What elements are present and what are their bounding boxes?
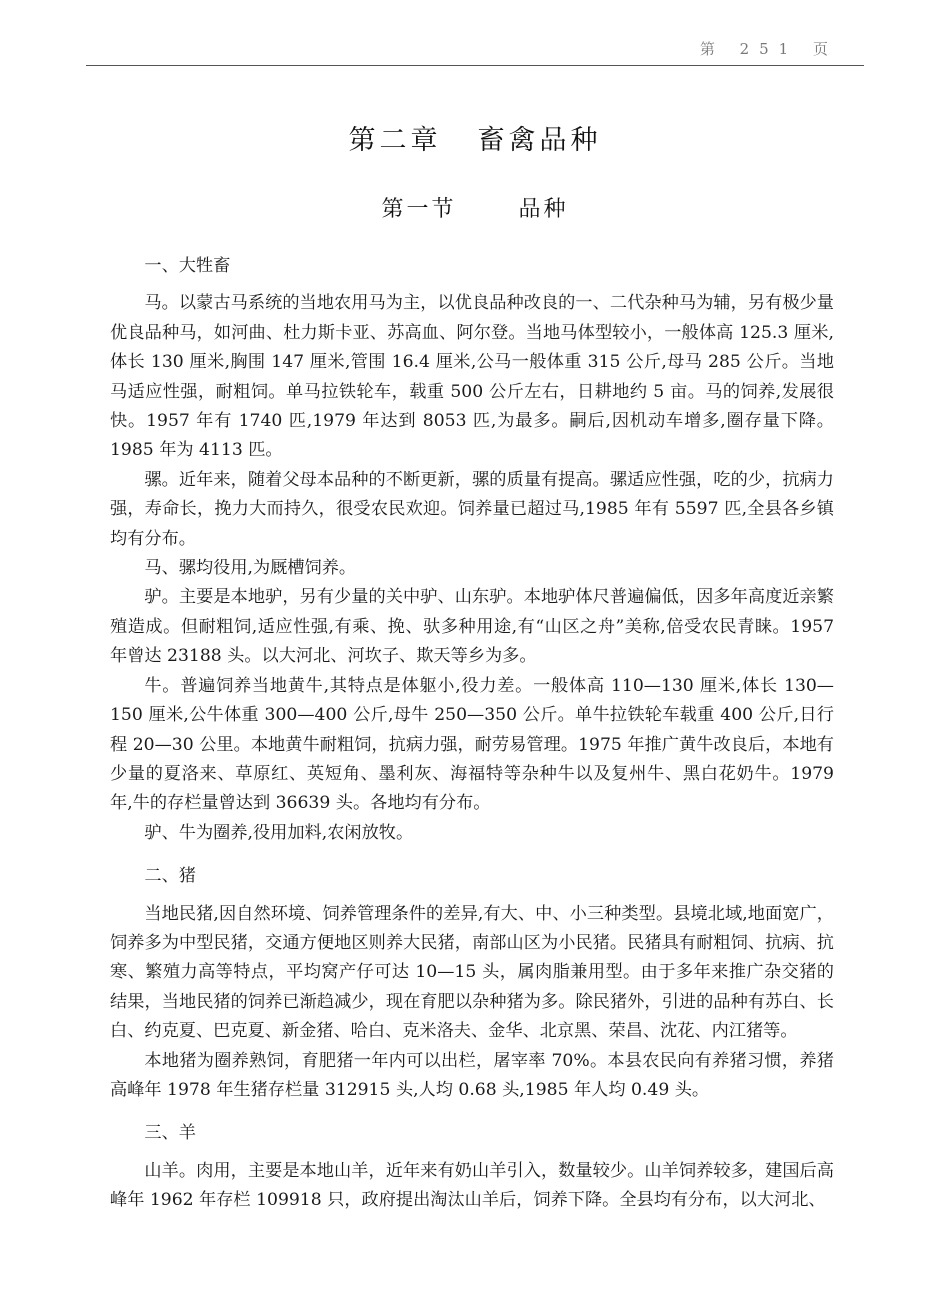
chapter-prefix: 第二章: [348, 125, 442, 156]
section-heading-livestock: 一、大牲畜: [144, 256, 231, 276]
paragraph-goat: 山羊。肉用，主要是本地山羊，近年来有奶山羊引入，数量较少。山羊饲养较多，建国后高峰年 1962 年存栏 109918 只，政府提出淘汰山羊后，饲养下降。全县均有分布，以大河北、: [110, 1160, 834, 1211]
section-title: [0, 192, 950, 223]
paragraph-horse: 马。以蒙古马系统的当地农用马为主，以优良品种改良的一、二代杂种马为辅，另有极少量优良品种马，如河曲、杜力斯卡亚、苏高血、阿尔登。当地马体型较小，一般体高 125.3 厘米,体长 130 厘米,胸围 147 厘米,管围 16.4 厘米,公马一般体重 315 公斤,母马 285 公斤。当地马适应性强，耐粗饲。单马拉铁轮车，载重 500 公斤左右，日耕地约 5 亩。马的饲养,发展很快。1957 年有 1740 匹,1979 年达到 8053 匹,为最多。嗣后,因机动车增多,圈存量下降。1985 年为 4113 匹。: [110, 293, 834, 461]
section-name: 品种: [518, 197, 569, 222]
paragraph-donkey: 驴。主要是本地驴，另有少量的关中驴、山东驴。本地驴体尺普遍偏低，因多年高度近亲繁殖造成。但耐粗饲,适应性强,有乘、挽、驮多种用途,有“山区之舟”美称,倍受农民青睐。1957 年曾达 23188 头。以大河北、河坎子、欺天等乡为多。: [110, 587, 834, 667]
chapter-title: [0, 118, 950, 157]
section-heading-pig: 二、猪: [144, 866, 196, 887]
section-heading-sheep: 三、羊: [144, 1123, 196, 1144]
section-prefix: 第一节: [381, 197, 457, 222]
paragraph-local-pig: 当地民猪,因自然环境、饲养管理条件的差异,有大、中、小三种类型。县境北域,地面宽广，饲养多为中型民猪，交通方便地区则养大民猪，南部山区为小民猪。民猪具有耐粗饲、抗病、抗寒、繁殖力高等特点，平均窝产仔可达 10—15 头，属肉脂兼用型。由于多年来推广杂交猪的结果，当地民猪的饲养已渐趋减少，现在育肥以杂种猪为多。除民猪外，引进的品种有苏白、长白、约克夏、巴克夏、新金猪、哈白、克米洛夫、金华、北京黑、荣昌、沈花、内江猪等。: [110, 903, 834, 1042]
paragraph-horse-mule-feeding: 马、骡均役用,为厩槽饲养。: [144, 558, 357, 579]
paragraph-donkey-cattle-feeding: 驴、牛为圈养,役用加料,农闲放牧。: [144, 822, 414, 843]
paragraph-mule: 骡。近年来，随着父母本品种的不断更新，骡的质量有提高。骡适应性强，吃的少，抗病力强，寿命长，挽力大而持久，很受农民欢迎。饲养量已超过马,1985 年有 5597 匹,全县各乡镇均有分布。: [110, 469, 834, 549]
document-body: [110, 250, 834, 1216]
header-rule: [86, 65, 864, 66]
paragraph-pig-raising: 本地猪为圈养熟饲，育肥猪一年内可以出栏，屠宰率 70%。本县农民向有养猪习惯，养猪高峰年 1978 年生猪存栏量 312915 头,人均 0.68 头,1985 年人均 0.49 头。: [110, 1050, 834, 1100]
chapter-name: 畜禽品种: [477, 125, 602, 156]
page-number: 第 251 页: [699, 40, 838, 58]
paragraph-cattle: 牛。普遍饲养当地黄牛,其特点是体躯小,役力差。一般体高 110—130 厘米,体长 130—150 厘米,公牛体重 300—400 公斤,母牛 250—350 公斤。单牛拉铁轮车载重 400 公斤,日行程 20—30 公里。本地黄牛耐粗饲，抗病力强，耐劳易管理。1975 年推广黄牛改良后，本地有少量的夏洛来、草原红、英短角、墨利灰、海福特等杂种牛以及复州牛、黑白花奶牛。1979 年,牛的存栏量曾达到 36639 头。各地均有分布。: [110, 675, 834, 814]
